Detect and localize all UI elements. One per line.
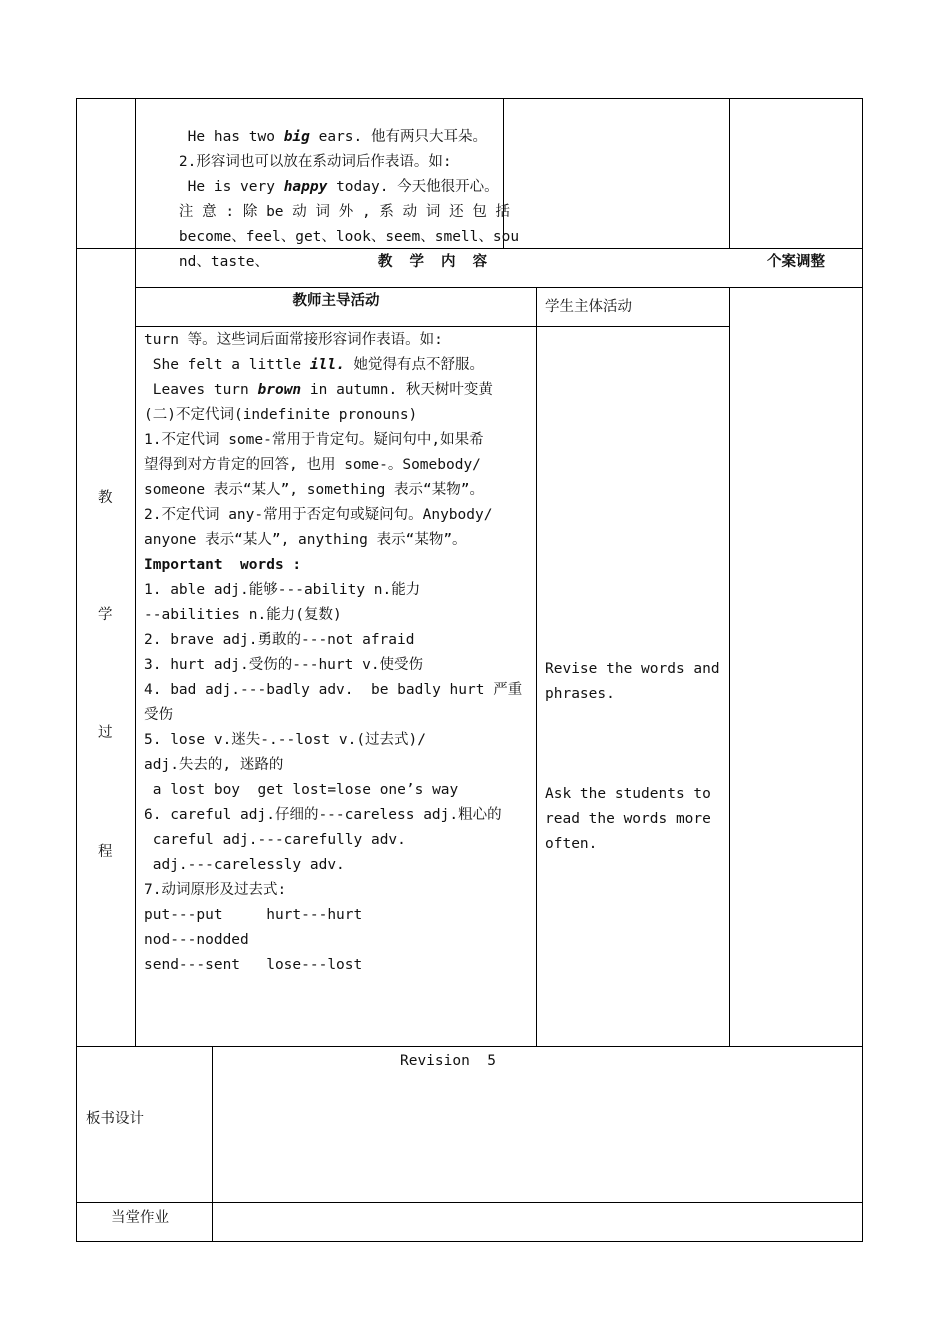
row-divider-3 <box>135 326 729 327</box>
adjust-title: 个案调整 <box>767 254 825 270</box>
teacher-line: adj.失去的, 迷路的 <box>144 757 284 773</box>
side-label-1: 教 <box>98 490 113 506</box>
side-label-3: 过 <box>98 725 113 741</box>
col-divider-c <box>729 98 730 249</box>
teacher-line: a lost boy get lost=lose one’s way <box>144 782 459 798</box>
bottom-border <box>76 1241 863 1242</box>
student-line: often. <box>545 836 598 852</box>
teacher-line: 6. careful adj.仔细的---careless adj.粗心的 <box>144 807 502 823</box>
row-divider-4 <box>76 1046 863 1047</box>
teacher-line: --abilities n.能力(复数) <box>144 607 342 623</box>
top-line-2: 2.形容词也可以放在系动词后作表语。如: <box>178 154 452 170</box>
student-activity-header: 学生主体活动 <box>545 299 632 315</box>
teacher-activity-header: 教师主导活动 <box>292 293 380 309</box>
teacher-line: adj.---carelessly adv. <box>144 857 345 873</box>
top-line-1: He has two big ears. 他有两只大耳朵。 <box>178 129 487 145</box>
right-border <box>862 98 863 1242</box>
top-border <box>76 98 863 99</box>
content-title: 教 学 内 容 <box>377 254 488 270</box>
teacher-line: careful adj.---carefully adv. <box>144 832 406 848</box>
left-border <box>76 98 77 1242</box>
teacher-line: anyone 表示“某人”, anything 表示“某物”。 <box>144 532 467 548</box>
row-divider-5 <box>76 1202 863 1203</box>
teacher-line: 1. able adj.能够---ability n.能力 <box>144 582 421 598</box>
teacher-line: 4. bad adj.---badly adv. be badly hurt 严重 <box>144 682 523 698</box>
teacher-line: 1.不定代词 some-常用于肯定句。疑问句中,如果希 <box>144 432 484 448</box>
student-line: Ask the students to <box>545 786 711 802</box>
teacher-line: 7.动词原形及过去式: <box>144 882 287 898</box>
top-line-6: nd、taste、 <box>178 254 270 270</box>
col-divider-e <box>536 287 537 1047</box>
teacher-line: 2. brave adj.勇敢的---not afraid <box>144 632 415 648</box>
teacher-line: She felt a little ill. 她觉得有点不舒服。 <box>144 357 485 373</box>
teacher-line: (二)不定代词(indefinite pronouns) <box>144 407 418 423</box>
teacher-line: 2.不定代词 any-常用于否定句或疑问句。Anybody/ <box>144 507 493 523</box>
col-divider-a <box>135 98 136 1047</box>
teacher-line: someone 表示“某人”, something 表示“某物”。 <box>144 482 485 498</box>
student-line: phrases. <box>545 686 615 702</box>
teacher-line: nod---nodded <box>144 932 249 948</box>
teacher-line: send---sent lose---lost <box>144 957 363 973</box>
board-design-label: 板书设计 <box>86 1111 144 1127</box>
top-line-4: 注 意 : 除 be 动 词 外 , 系 动 词 还 包 括 <box>178 204 511 220</box>
top-line-3: He is very happy today. 今天他很开心。 <box>178 179 499 195</box>
top-line-5: become、feel、get、look、seem、smell、sou <box>178 229 520 245</box>
board-title: Revision 5 <box>399 1053 497 1069</box>
teacher-line: put---put hurt---hurt <box>144 907 363 923</box>
side-label-2: 学 <box>98 607 113 623</box>
teacher-line: 望得到对方肯定的回答, 也用 some-。Somebody/ <box>144 457 481 473</box>
teacher-line: 5. lose v.迷失-.--lost v.(过去式)/ <box>144 732 427 748</box>
student-line: read the words more <box>545 811 711 827</box>
teacher-line: 3. hurt adj.受伤的---hurt v.使受伤 <box>144 657 424 673</box>
important-words-heading: Important words : <box>144 557 302 573</box>
col-divider-d <box>729 287 730 1047</box>
col-divider-f <box>212 1046 213 1242</box>
homework-label: 当堂作业 <box>111 1210 169 1226</box>
student-line: Revise the words and <box>545 661 720 677</box>
teacher-line: 受伤 <box>144 707 173 723</box>
side-label-4: 程 <box>98 844 113 860</box>
teacher-line: Leaves turn brown in autumn. 秋天树叶变黄 <box>144 382 493 398</box>
teacher-line: turn 等。这些词后面常接形容词作表语。如: <box>144 332 443 348</box>
